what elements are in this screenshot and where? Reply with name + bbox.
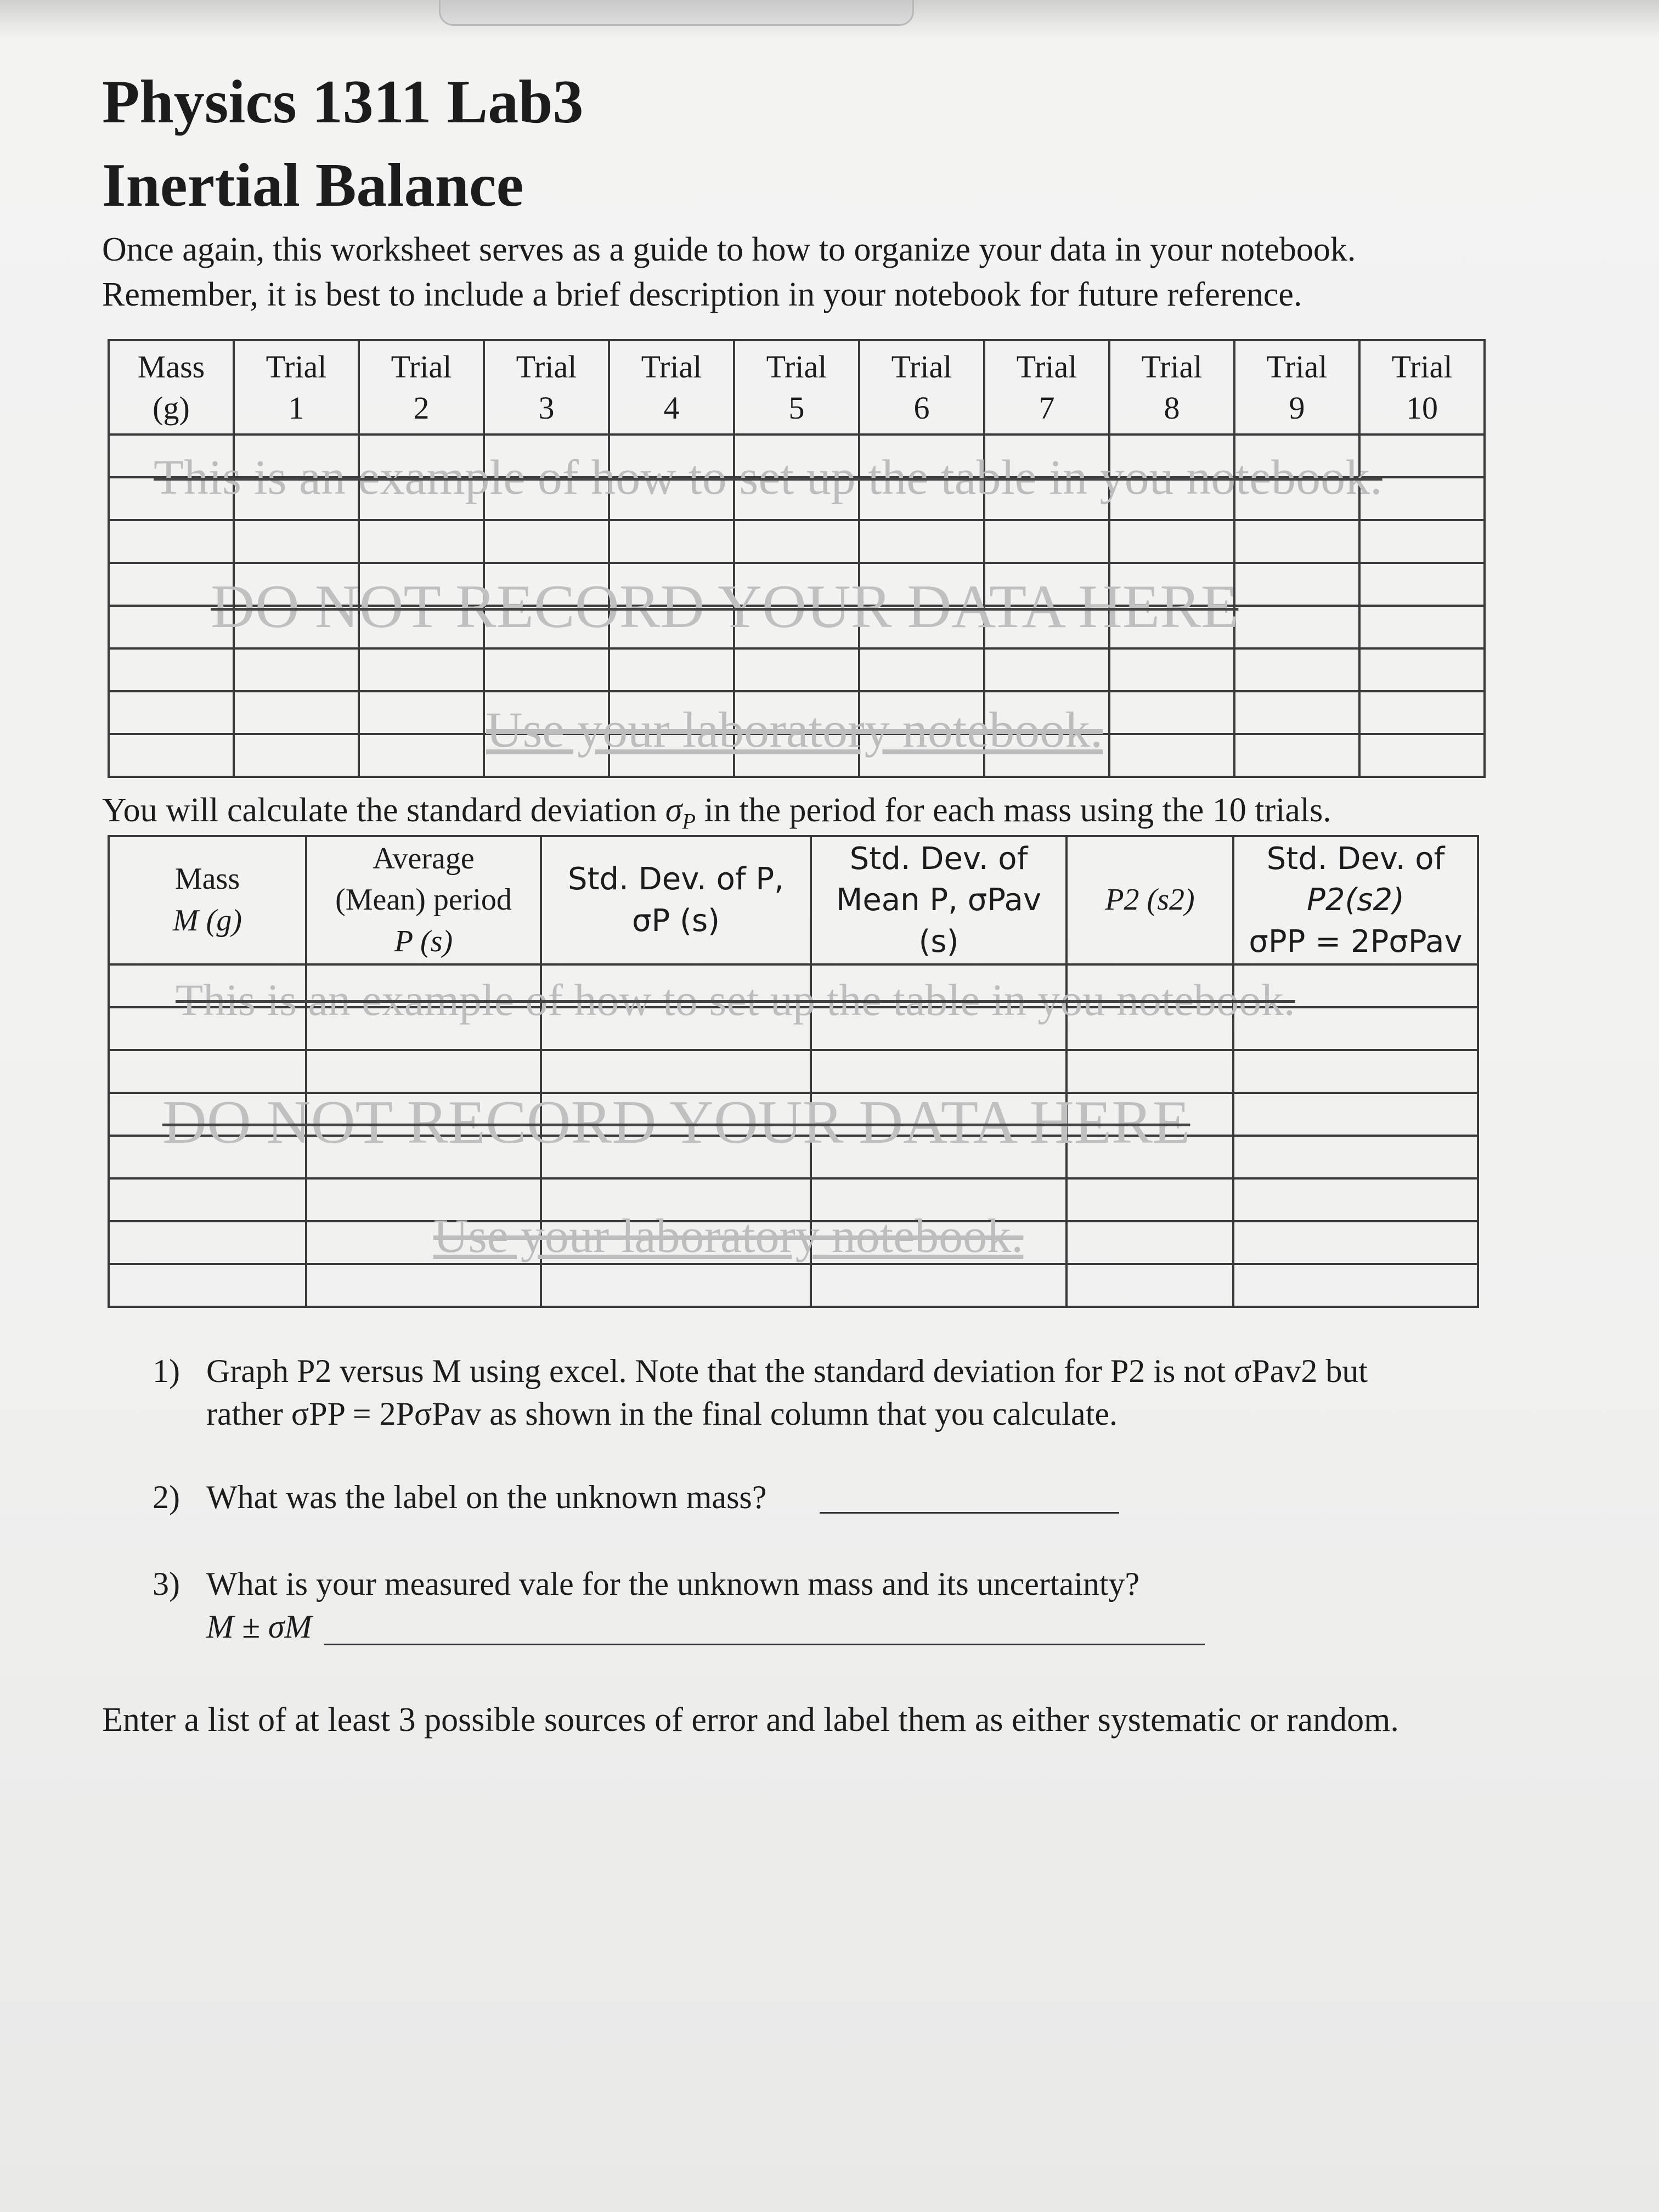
intro-line-1: Once again, this worksheet serves as a guide to how to organize your data in your notebook. [102, 231, 1356, 268]
intro-line-2: Remember, it is best to include a brief description in your notebook for future reference. [102, 276, 1302, 313]
header-mass: Mass (g) [109, 340, 234, 435]
table2-example-watermark: This is an example of how to set up the table in you notebook. [176, 975, 1295, 1025]
error-sources-instruction: Enter a list of at least 3 possible sources of error and label them as either systematic or random. [102, 1701, 1399, 1739]
question-1-number: 1) [153, 1353, 180, 1389]
header-std-dev-p-squared: Std. Dev. of P2(s2) σPP = 2PσPav [1233, 836, 1478, 964]
question-2-text: What was the label on the unknown mass? [206, 1479, 767, 1515]
question-1-line-2: rather σPP = 2PσPav as shown in the final column that you calculate. [206, 1396, 1118, 1432]
std-dev-instruction: You will calculate the standard deviation $\sigma_P$ in the period for each mass using the 10 trials. [102, 792, 1331, 834]
question-1 [153, 1350, 1368, 1435]
header-trial-9: Trial 9 [1234, 340, 1359, 435]
header-trial-3: Trial 3 [484, 340, 609, 435]
question-2-number: 2) [153, 1479, 180, 1515]
question-3-answer-label: M ± σM [206, 1609, 312, 1645]
header-trial-4: Trial 4 [609, 340, 734, 435]
page-title: Physics 1311 Lab3 [102, 68, 584, 136]
table1-example-watermark: This is an example of how to set up the table in you notebook. [154, 450, 1383, 505]
header-trial-5: Trial 5 [734, 340, 859, 435]
trials-header-row [109, 340, 1485, 435]
clipboard-clip [439, 0, 914, 26]
header-trial-10: Trial 10 [1359, 340, 1485, 435]
table1-note-watermark: Use your laboratory notebook. [486, 702, 1103, 758]
header-trial-2: Trial 2 [359, 340, 484, 435]
table2-note-watermark: Use your laboratory notebook. [433, 1210, 1024, 1263]
table-row [109, 1264, 1478, 1307]
header-mass-m: Mass M (g) [109, 836, 306, 964]
header-std-dev-p: Std. Dev. of P, σP (s) [541, 836, 811, 964]
unknown-mass-label-answer-line[interactable] [820, 1512, 1119, 1514]
header-average-period: Average (Mean) period P (s) [306, 836, 541, 964]
header-trial-6: Trial 6 [859, 340, 984, 435]
question-2 [153, 1476, 766, 1519]
header-trial-7: Trial 7 [984, 340, 1109, 435]
question-1-line-1: Graph P2 versus M using excel. Note that the standard deviation for P2 is not σPav2 but [206, 1353, 1368, 1389]
header-trial-1: Trial 1 [234, 340, 359, 435]
table-row [109, 520, 1485, 563]
question-3-text: What is your measured vale for the unknown mass and its uncertainty? [206, 1566, 1140, 1602]
table2-warning-watermark: DO NOT RECORD YOUR DATA HERE [162, 1088, 1190, 1156]
table-row [109, 1050, 1478, 1093]
question-3 [153, 1562, 1139, 1648]
question-3-number: 3) [153, 1566, 180, 1602]
page-subtitle: Inertial Balance [102, 151, 524, 219]
statistics-header-row [109, 836, 1478, 964]
header-std-dev-mean-p: Std. Dev. of Mean P, σPav (s) [811, 836, 1066, 964]
table-row [109, 648, 1485, 691]
header-p-squared: P2 (s2) [1066, 836, 1233, 964]
table1-warning-watermark: DO NOT RECORD YOUR DATA HERE [211, 573, 1239, 641]
header-trial-8: Trial 8 [1109, 340, 1234, 435]
measured-mass-answer-line[interactable] [324, 1644, 1205, 1645]
